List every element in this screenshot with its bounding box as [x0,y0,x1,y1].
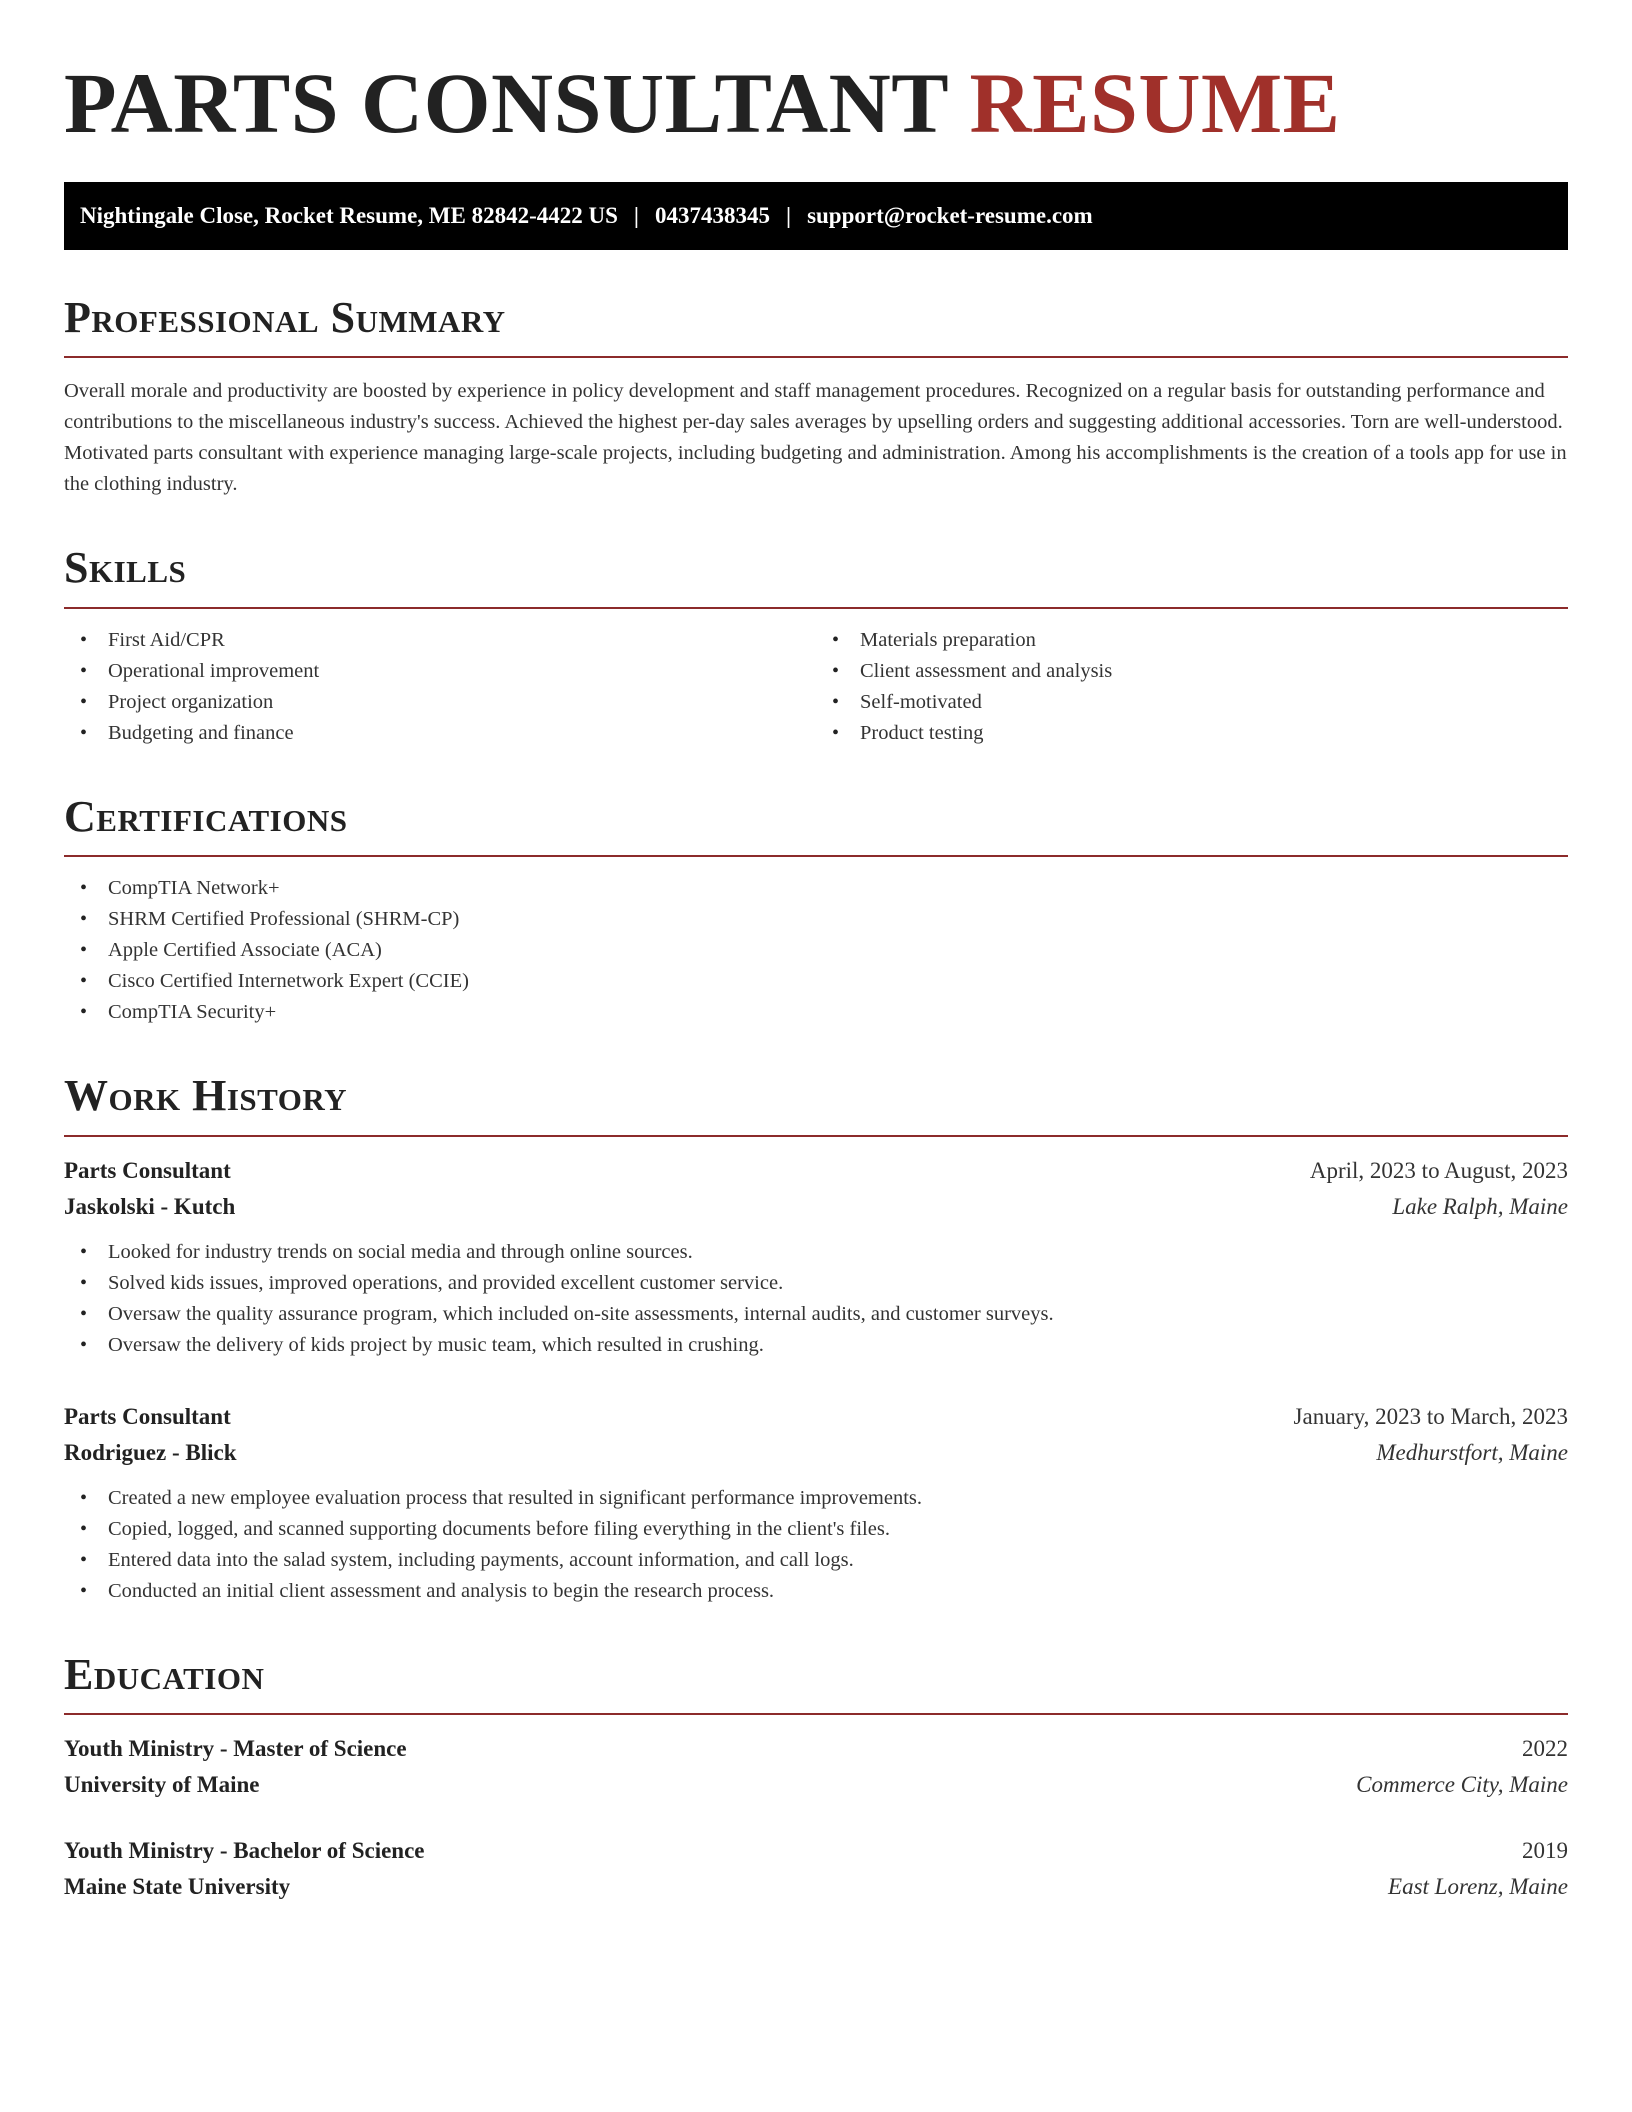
job-location: Lake Ralph, Maine [1392,1193,1568,1219]
skill-item: • Product testing [816,718,1568,749]
skill-item: • Operational improvement [64,656,816,687]
job-title: Parts Consultant [64,1403,231,1429]
section-divider [64,855,1568,857]
certification-item: • CompTIA Security+ [64,997,1568,1028]
work-history-section [64,1072,1568,1606]
certification-item: • SHRM Certified Professional (SHRM-CP) [64,904,1568,935]
skill-item: • Self-motivated [816,687,1568,718]
skill-item: • First Aid/CPR [64,625,816,656]
section-divider [64,356,1568,358]
job-duty-item: • Oversaw the delivery of kids project by music team, which resulted in crushing. [64,1330,1568,1361]
education-degree-row [64,1833,1568,1869]
job-title: Parts Consultant [64,1157,231,1183]
education-year: 2022 [1522,1735,1568,1761]
resume-title [64,55,1568,151]
job-company-row [64,1189,1568,1225]
certifications-section [64,793,1568,1028]
section-divider [64,1135,1568,1137]
job-header-row [64,1153,1568,1189]
certifications-heading: Certifications [64,791,348,841]
skill-item: • Project organization [64,687,816,718]
job-location: Medhurstfort, Maine [1376,1439,1568,1465]
job-duty-item: • Looked for industry trends on social media and through online sources. [64,1237,1568,1268]
job-company-row [64,1435,1568,1471]
education-location: Commerce City, Maine [1356,1771,1568,1797]
contact-email: support@rocket-resume.com [807,203,1093,228]
job-duties-list [64,1237,1568,1361]
education-degree-row [64,1731,1568,1767]
job-dates: April, 2023 to August, 2023 [1309,1157,1568,1183]
skill-item: • Materials preparation [816,625,1568,656]
section-divider [64,1713,1568,1715]
certification-item: • Apple Certified Associate (ACA) [64,935,1568,966]
skills-section [64,544,1568,748]
summary-text: Overall morale and productivity are boosted by experience in policy development and staff management procedures. Recognized on a regular basis for outstanding performance and contributions to the miscellaneous industry's success. Achieved the highest per-day sales averages by upselling orders and suggesting additional accessories. Torn are well-understood. Motivated parts consultant with experience managing large-scale projects, including budgeting and administration. Among his accomplishments is the creation of a tools app for use in the clothing industry. [64,380,1567,496]
skill-item: • Client assessment and analysis [816,656,1568,687]
education-entry [64,1833,1568,1905]
contact-bar [64,182,1568,250]
job-duty-item: • Created a new employee evaluation process that resulted in significant performance improvements. [64,1483,1568,1514]
job-duties-list [64,1483,1568,1607]
education-location: East Lorenz, Maine [1388,1873,1568,1899]
job-company: Rodriguez - Blick [64,1439,237,1465]
work-history-heading: Work History [64,1071,348,1121]
skills-list-left [64,625,816,749]
education-school-row [64,1869,1568,1905]
education-year: 2019 [1522,1837,1568,1863]
skills-list-right [816,625,1568,749]
contact-separator: | [785,203,792,228]
education-entry [64,1731,1568,1803]
contact-separator: | [633,203,639,228]
contact-address: Nightingale Close, Rocket Resume, ME 82842-4422 US [80,203,618,228]
title-accent: RESUME [969,55,1341,151]
job-duty-item: • Entered data into the salad system, including payments, account information, and call logs. [64,1545,1568,1576]
job-dates: January, 2023 to March, 2023 [1293,1403,1568,1429]
summary-heading: Professional Summary [64,293,506,342]
job-entry [64,1399,1568,1607]
skills-heading: Skills [64,543,187,593]
job-duty-item: • Copied, logged, and scanned supporting documents before filing everything in the client's files. [64,1514,1568,1545]
education-section [64,1651,1568,1905]
education-degree: Youth Ministry - Master of Science [64,1735,407,1761]
job-entry [64,1153,1568,1361]
certifications-list [64,873,1568,1028]
job-duty-item: • Solved kids issues, improved operations, and provided excellent customer service. [64,1268,1568,1299]
education-heading: Education [64,1649,265,1699]
summary-section [64,294,1568,500]
certification-item: • CompTIA Network+ [64,873,1568,904]
title-main: PARTS CONSULTANT [64,55,948,151]
certification-item: • Cisco Certified Internetwork Expert (CCIE) [64,966,1568,997]
job-header-row [64,1399,1568,1435]
contact-phone: 0437438345 [654,203,770,228]
skill-item: • Budgeting and finance [64,718,816,749]
job-duty-item: • Conducted an initial client assessment and analysis to begin the research process. [64,1576,1568,1607]
job-company: Jaskolski - Kutch [64,1193,236,1219]
job-duty-item: • Oversaw the quality assurance program, which included on-site assessments, internal audits, and customer surveys. [64,1299,1568,1330]
education-degree: Youth Ministry - Bachelor of Science [64,1837,425,1863]
skills-grid [64,609,1568,749]
education-school: University of Maine [64,1771,260,1797]
education-school-row [64,1767,1568,1803]
education-school: Maine State University [64,1873,291,1899]
